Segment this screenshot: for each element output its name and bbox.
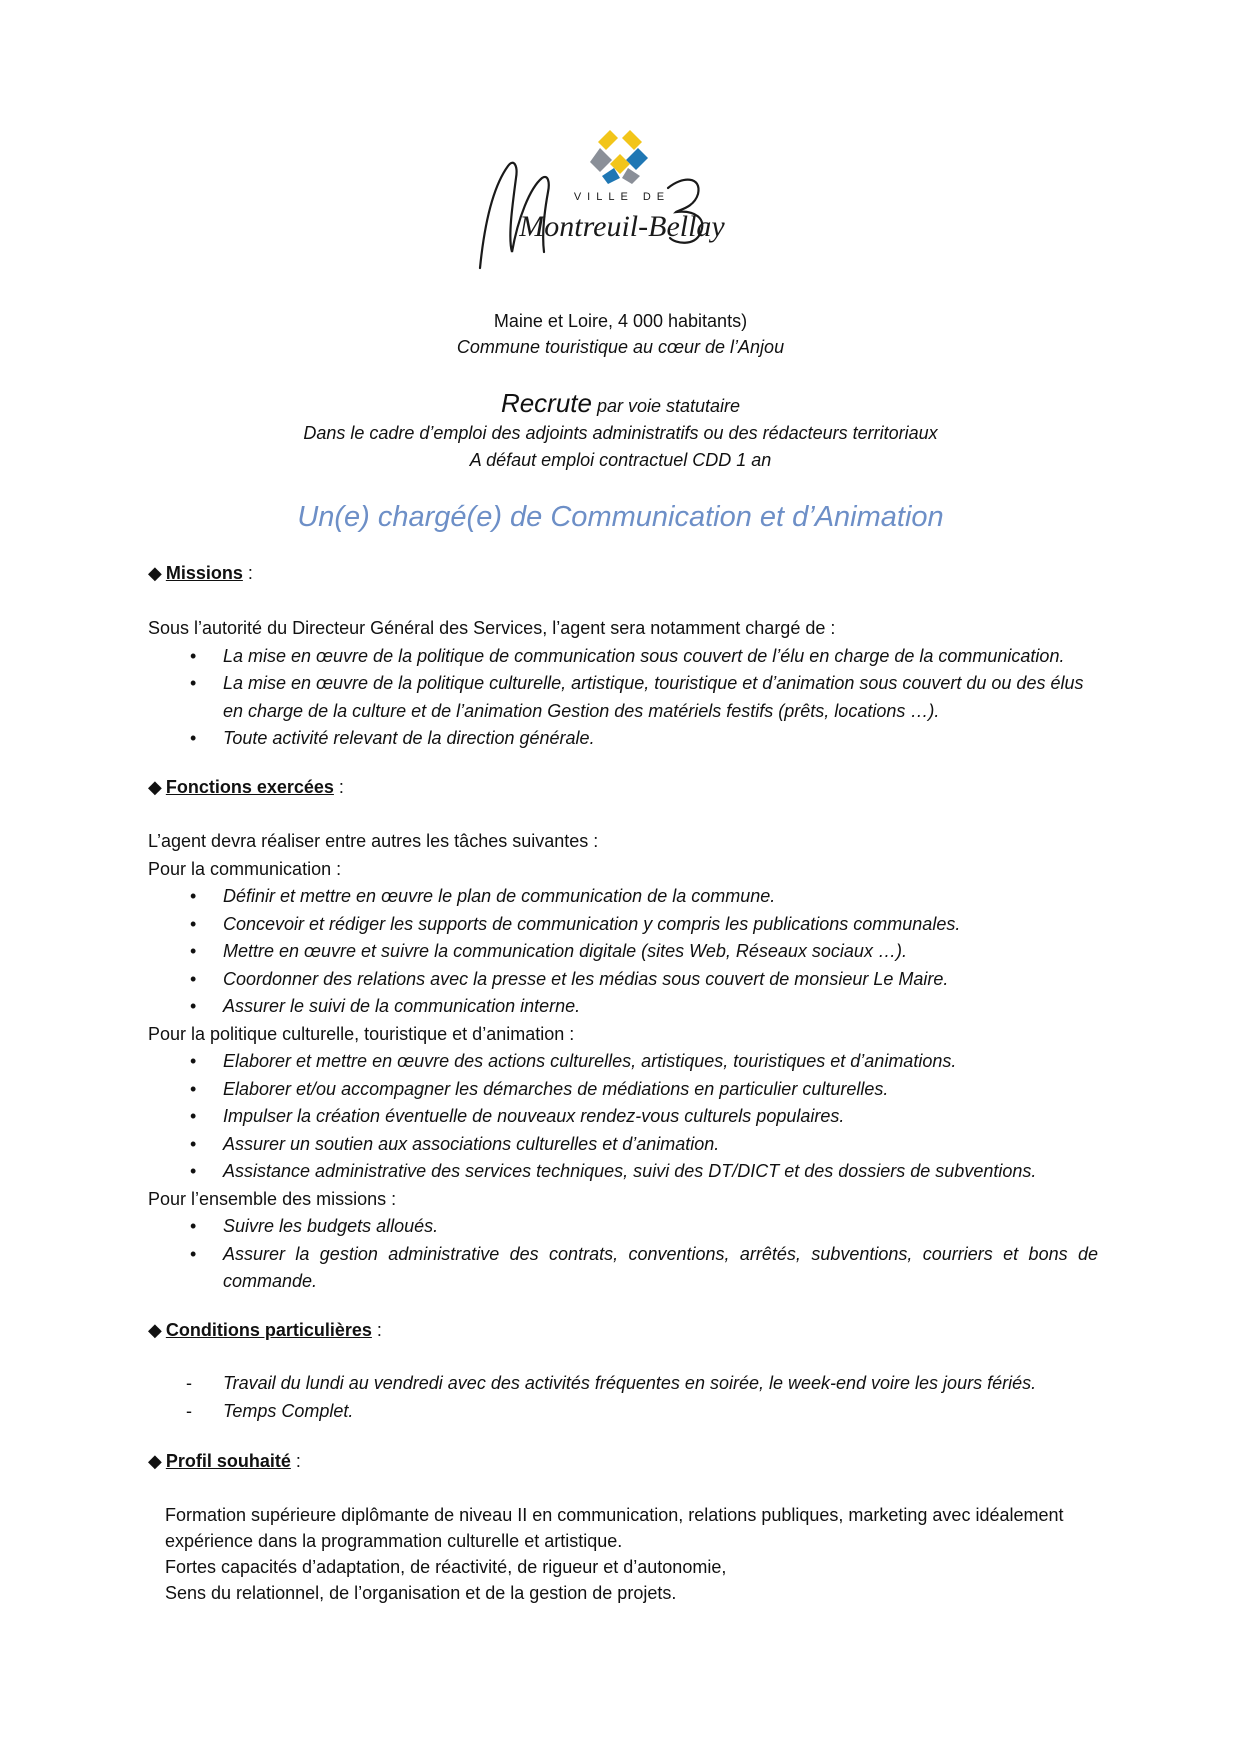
bullet-icon: • [190, 996, 197, 1016]
ensemble-list [148, 1213, 1098, 1296]
bullet-icon: • [190, 728, 197, 748]
list-item: • Elaborer et/ou accompagner les démarches de médiations en particulier culturelles. [148, 1076, 1098, 1104]
bullet-icon: • [190, 1133, 197, 1154]
location-line: Maine et Loire, 4 000 habitants) [493, 311, 748, 331]
profil-line: Formation supérieure diplômante de niveau II en communication, relations publiques, marketing avec idéalement expérience dans la programmation culturelle et artistique. [165, 1505, 1064, 1551]
list-item: • Coordonner des relations avec la presse et les médias sous couvert de monsieur Le Maire. [148, 966, 1098, 994]
list-item: • Assurer la gestion administrative des contrats, conventions, arrêtés, subventions, courriers et bons de commande. [148, 1241, 1098, 1296]
bullet-icon: • [190, 673, 197, 693]
diamond-icon: ◆ [148, 777, 162, 797]
tagline: Commune touristique au cœur de l’Anjou [456, 337, 785, 357]
profil-heading: ◆ Profil souhaité : [148, 1451, 301, 1471]
bullet-icon: • [190, 968, 197, 989]
diamond-icon: ◆ [148, 1451, 162, 1471]
profil-section [165, 1502, 1100, 1606]
list-item: • La mise en œuvre de la politique de communication sous couvert de l’élu en charge de la communication. [148, 643, 1098, 671]
fonctions-title: Fonctions exercées [165, 777, 334, 797]
missions-title: Missions [165, 563, 243, 583]
fonctions-intro: L’agent devra réaliser entre autres les tâches suivantes : [148, 831, 599, 851]
list-item: • La mise en œuvre de la politique culturelle, artistique, touristique et d’animation sous couvert du ou des élus en charge de la culture et de l’animation Gestion des matériels festifs (prêts, locations …). [148, 670, 1098, 725]
dash-icon: - [186, 1400, 192, 1421]
list-item: • Toute activité relevant de la direction générale. [148, 725, 1098, 753]
recrute-mode: par voie statutaire [591, 396, 741, 416]
bullet-icon: • [190, 913, 197, 934]
list-item: • Assurer le suivi de la communication interne. [148, 993, 1098, 1021]
bullet-icon: • [190, 1051, 197, 1071]
bullet-icon: • [190, 645, 197, 666]
fonctions-heading: ◆ Fonctions exercées : [148, 777, 344, 797]
communication-list [148, 883, 1098, 1021]
bullet-icon: • [190, 1243, 197, 1264]
logo-script-name: Montreuil-Bellay [519, 210, 725, 243]
town-logo [472, 118, 762, 296]
missions-heading: ◆ Missions : [148, 563, 253, 583]
logo-ville-de: VILLE DE [573, 191, 671, 203]
list-item: • Elaborer et mettre en œuvre des actions culturelles, artistiques, touristiques et d’animations. [148, 1048, 1098, 1076]
bullet-icon: • [190, 941, 197, 961]
job-title: Un(e) chargé(e) de Communication et d’Animation [297, 501, 944, 533]
list-item: • Mettre en œuvre et suivre la communication digitale (sites Web, Réseaux sociaux …). [148, 938, 1098, 966]
cadre-emploi: Dans le cadre d’emploi des adjoints administratifs ou des rédacteurs territoriaux [303, 423, 938, 443]
communication-label: Pour la communication : [148, 858, 342, 879]
list-item: - Travail du lundi au vendredi avec des activités fréquentes en soirée, le week-end voire les jours fériés. [148, 1370, 1098, 1398]
logo-emblem-icon [590, 130, 648, 184]
profil-line: Sens du relationnel, de l’organisation et de la gestion de projets. [165, 1583, 677, 1603]
culture-list [148, 1048, 1098, 1186]
missions-intro: Sous l’autorité du Directeur Général des Services, l’agent sera notamment chargé de : [148, 618, 836, 638]
diamond-icon: ◆ [148, 563, 162, 583]
diamond-icon: ◆ [148, 1320, 162, 1340]
list-item: • Assurer un soutien aux associations culturelles et d’animation. [148, 1131, 1098, 1159]
conditions-section [148, 1370, 1098, 1425]
list-item: • Assistance administrative des services techniques, suivi des DT/DICT et des dossiers de subventions. [148, 1158, 1098, 1186]
bullet-icon: • [190, 886, 197, 906]
profil-line: Fortes capacités d’adaptation, de réactivité, de rigueur et d’autonomie, [165, 1557, 727, 1577]
dash-icon: - [186, 1373, 192, 1393]
recrute-word: Recrute [500, 388, 592, 418]
list-item: • Suivre les budgets alloués. [148, 1213, 1098, 1241]
contract-default: A défaut emploi contractuel CDD 1 an [469, 450, 772, 470]
list-item: • Définir et mettre en œuvre le plan de communication de la commune. [148, 883, 1098, 911]
profil-title: Profil souhaité [165, 1451, 291, 1471]
town-logo-graphic [472, 118, 762, 296]
fonctions-section [148, 828, 1098, 1296]
conditions-title: Conditions particulières [165, 1320, 372, 1340]
culture-label: Pour la politique culturelle, touristique et d’animation : [148, 1023, 575, 1044]
bullet-icon: • [190, 1216, 197, 1236]
missions-list [148, 643, 1098, 753]
conditions-list [148, 1370, 1098, 1425]
conditions-heading: ◆ Conditions particulières : [148, 1320, 382, 1340]
bullet-icon: • [190, 1078, 197, 1099]
missions-section [148, 615, 1098, 753]
bullet-icon: • [190, 1106, 197, 1126]
bullet-icon: • [190, 1161, 197, 1181]
ensemble-label: Pour l’ensemble des missions : [148, 1188, 397, 1209]
list-item: • Impulser la création éventuelle de nouveaux rendez-vous culturels populaires. [148, 1103, 1098, 1131]
list-item: - Temps Complet. [148, 1398, 1098, 1426]
list-item: • Concevoir et rédiger les supports de communication y compris les publications communales. [148, 911, 1098, 939]
